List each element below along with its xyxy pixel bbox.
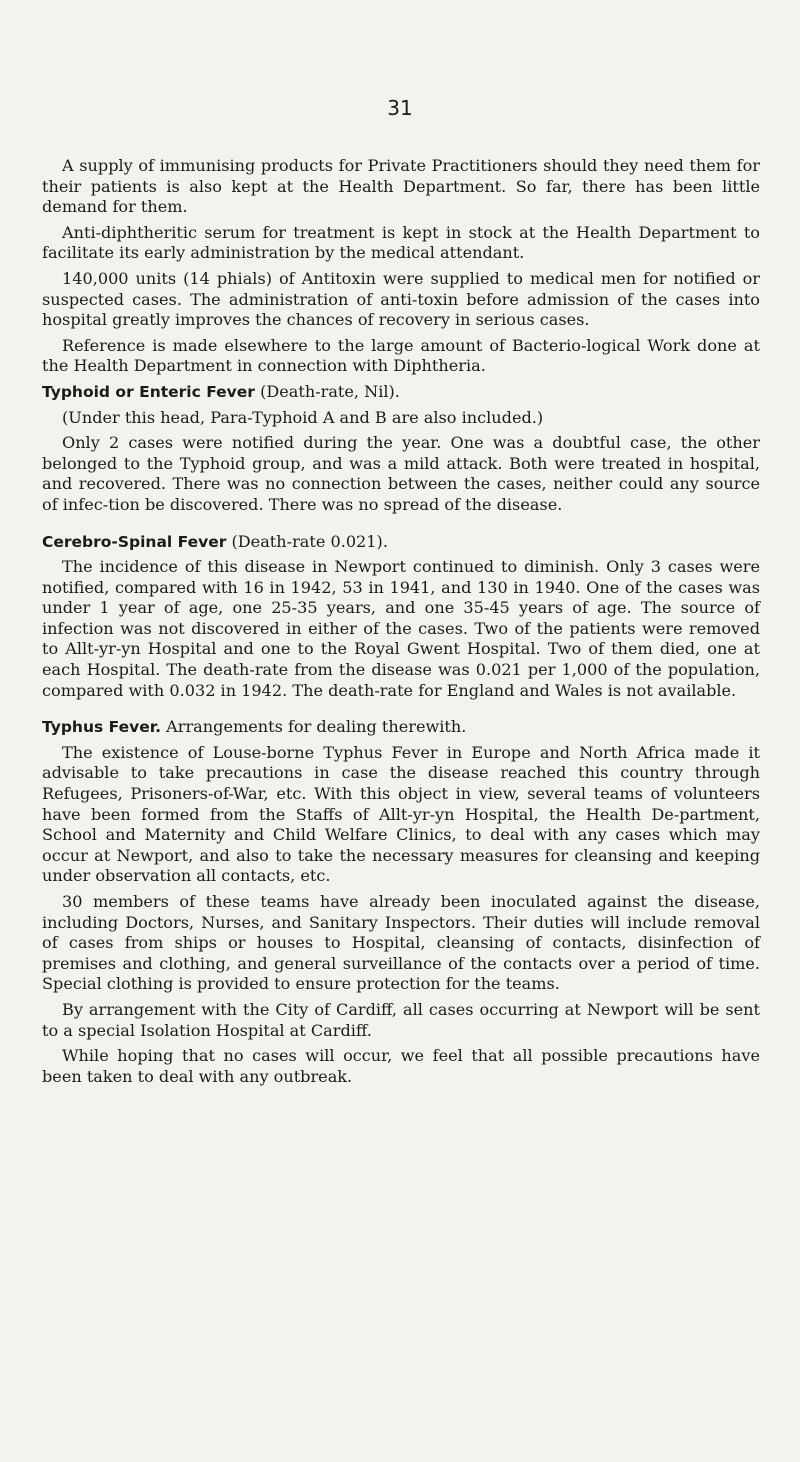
typhoid-note: (Under this head, Para-Typhoid A and B are also included.): [62, 407, 544, 427]
page-body: [42, 156, 760, 1092]
typhus-heading: Typhus Fever.: [42, 718, 162, 737]
typhus-paragraph-inoculated: 30 members of these teams have already been inoculated against the disease, including Doctors, Nurses, and Sanitary Inspectors. Their duties will include removal of cases from ships or houses to Hospital, cleansing of contacts, disinfection of premises and clothing, and general surveillance of the contacts over a period of time. Special clothing is provided to ensure protection for the teams.: [42, 892, 760, 994]
typhus-paragraph-existence: The existence of Louse-borne Typhus Fever in Europe and North Africa made it advisable to take precautions in case the disease reached this country through Refugees, Prisoners-of-War, etc. With this object in view, several teams of volunteers have been formed from the Staffs of Allt-yr-yn Hospital, the Health De-partment, School and Maternity and Child Welfare Clinics, to deal with any cases which may occur at Newport, and also to take the necessary measures for cleansing and keeping under observation all contacts, etc.: [42, 742, 760, 886]
typhoid-paragraph: Only 2 cases were notified during the year. One was a doubtful case, the other belonged to the Typhoid group, and was a mild attack. Both were treated in hospital, and recovered. There was no connection between the cases, neither could any source of infec-tion be discovered. There was no spread of the disease.: [42, 433, 760, 514]
typhus-subtitle: Arrangements for dealing therewith.: [166, 717, 467, 737]
typhoid-heading: Typhoid or Enteric Fever: [42, 382, 255, 401]
page-number: 31: [387, 96, 413, 120]
typhus-paragraph-cardiff: By arrangement with the City of Cardiff, all cases occurring at Newport will be sent to a special Isolation Hospital at Cardiff.: [42, 999, 760, 1040]
paragraph-antitoxin-units: 140,000 units (14 phials) of Antitoxin were supplied to medical men for notified or suspected cases. The administration of anti-toxin before admission of the cases into hospital greatly improves the chances of recovery in serious cases.: [42, 268, 760, 330]
cerebro-paragraph: The incidence of this disease in Newport continued to diminish. Only 3 cases were notified, compared with 16 in 1942, 53 in 1941, and 130 in 1940. One of the cases was under 1 year of age, one 25-35 years, and one 35-45 years of age. The source of infection was not discovered in either of the cases. Two of the patients were removed to Allt-yr-yn Hospital and one to the Royal Gwent Hospital. Two of them died, one at each Hospital. The death-rate from the disease was 0.021 per 1,000 of the population, compared with 0.032 in 1942. The death-rate for England and Wales is not available.: [42, 557, 760, 700]
paragraph-immunising-products: A supply of immunising products for Private Practitioners should they need them for their patients is also kept at the Health Department. So far, there has been little demand for them.: [42, 156, 760, 217]
typhoid-death-rate: (Death-rate, Nil).: [260, 381, 400, 401]
typhoid-section-heading: [42, 382, 760, 403]
cerebro-death-rate: (Death-rate 0.021).: [231, 531, 388, 551]
cerebro-section-heading: [42, 532, 760, 553]
typhus-paragraph-precautions: While hoping that no cases will occur, we feel that all possible precautions have been taken to deal with any outbreak.: [42, 1046, 760, 1086]
cerebro-heading: Cerebro-Spinal Fever: [42, 532, 227, 551]
typhus-section-heading: [42, 717, 760, 738]
paragraph-anti-diphtheritic-serum: Anti-diphtheritic serum for treatment is kept in stock at the Health Department to facilitate its early administration by the medical attendant.: [42, 222, 760, 263]
paragraph-bacteriological-work: Reference is made elsewhere to the large amount of Bacterio-logical Work done at the Health Department in connection with Diphtheria.: [42, 335, 760, 376]
